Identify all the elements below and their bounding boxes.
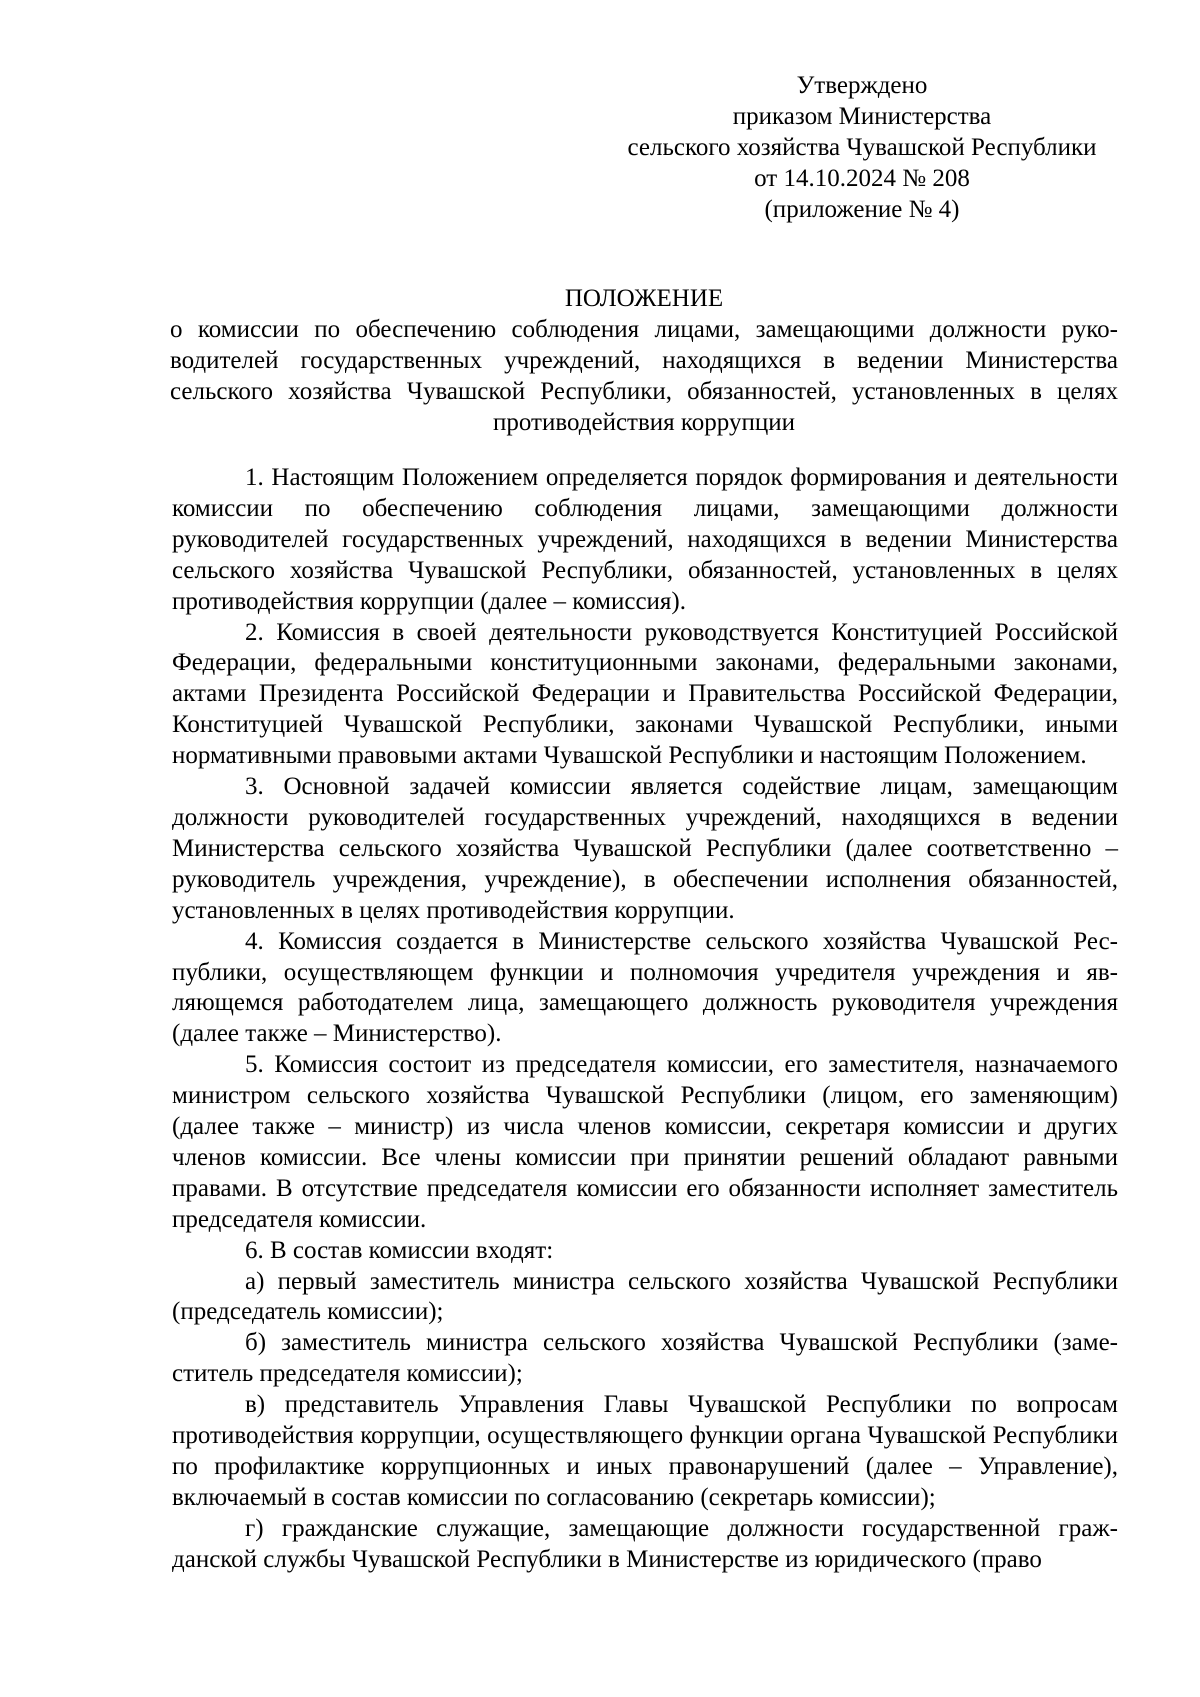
paragraph-3: 3. Основной задачей комиссии является содействие лицам, замещающим должности руководителей государственных учреждений, находящихся в ведении Министерства сельского хозяйства Чувашской Республики (далее соответственно – руководитель учреждения, учреждение), в обеспечении исполнения обязанностей, установленных в целях противодействия коррупции. xyxy=(172,773,1118,924)
list-item-b: б) заместитель министра сельского хозяйства Чувашской Республики (заместитель председателя комиссии); xyxy=(172,1329,1118,1388)
paragraph-2: 2. Комиссия в своей деятельности руководствуется Конституцией Российской Федерации, федеральными конституционными законами, федеральными законами, актами Президента Российской Федерации и Правительства Российской Федерации, Конституцией Чувашской Республики, законами Чувашской Республики, иными нормативными правовыми актами Чувашской Республики и настоящим Положением. xyxy=(172,618,1118,770)
approval-line: сельского хозяйства Чувашской Республики xyxy=(627,134,1097,161)
paragraph-4: 4. Комиссия создается в Министерстве сельского хозяйства Чувашской Республики, осуществляющем функции и полномочия учредителя учреждения и являющемся работодателем лица, замещающего должность руководителя учреждения (далее также – Министерство). xyxy=(172,927,1118,1048)
approval-line: приказом Министерства xyxy=(732,103,992,130)
approval-line: Утверждено xyxy=(796,72,928,99)
paragraph-5: 5. Комиссия состоит из председателя комиссии, его заместителя, назначаемого министром сельского хозяйства Чувашской Республики (лицом, его заменяющим) (далее также – министр) из числа членов комиссии, секретаря комиссии и других членов комиссии. Все члены комиссии при принятии решений обладают равными правами. В отсутствие председателя комиссии его обязанности исполняет заместитель председателя комиссии. xyxy=(172,1051,1118,1233)
list-item-v: в) представитель Управления Главы Чувашской Республики по вопросам противодействия коррупции, осуществляющего функции органа Чувашской Республики по профилактике коррупционных и иных правонарушений (далее – Управление), включаемый в состав комиссии по согласованию (секретарь комиссии); xyxy=(172,1391,1118,1511)
title-block xyxy=(170,283,1118,438)
document-body xyxy=(172,463,1118,1576)
list-item-a: а) первый заместитель министра сельского хозяйства Чувашской Республики (председатель комиссии); xyxy=(172,1267,1118,1326)
paragraph-6: 6. В состав комиссии входят: xyxy=(245,1236,554,1264)
document-title: ПОЛОЖЕНИЕ xyxy=(564,285,724,312)
approval-stamp xyxy=(612,70,1112,225)
approval-line: (приложение № 4) xyxy=(764,196,960,223)
document-subtitle: о комиссии по обеспечению соблюдения лицами, замещающими должности руководителей государственных учреждений, находящихся в ведении Министерства сельского хозяйства Чувашской Республики, обязанностей, установленных в целях противодействия коррупции xyxy=(170,316,1118,436)
approval-line: от 14.10.2024 № 208 xyxy=(754,165,970,192)
paragraph-1: 1. Настоящим Положением определяется порядок формирования и деятельности комиссии по обеспечению соблюдения лицами, замещающими должности руководителей государственных учреждений, находящихся в ведении Министерства сельского хозяйства Чувашской Республики, обязанностей, установленных в целях противодействия коррупции (далее – комиссия). xyxy=(172,464,1118,615)
list-item-g: г) гражданские служащие, замещающие должности государственной гражданской службы Чувашской Республики в Министерстве из юридического (право xyxy=(172,1514,1118,1573)
